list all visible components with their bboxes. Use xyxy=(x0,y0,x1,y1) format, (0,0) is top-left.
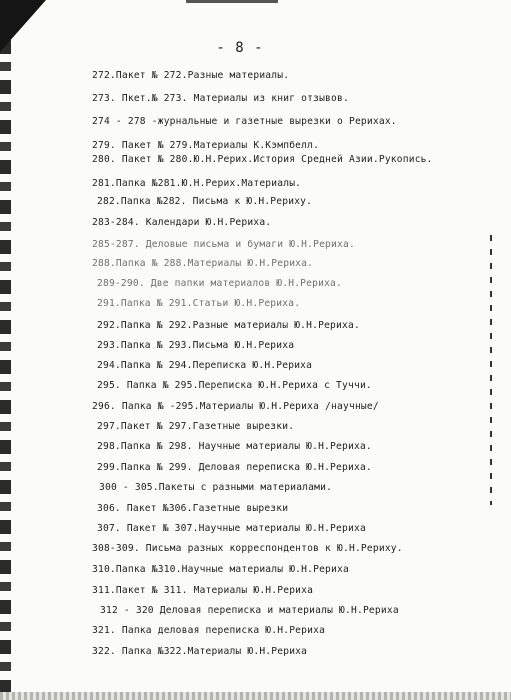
list-item: 280. Пакет № 280.Ю.Н.Рерих.История Средней Азии.Рукопись. xyxy=(92,154,433,165)
list-item: 285-287. Деловые письма и бумаги Ю.Н.Рериха. xyxy=(92,239,355,250)
list-item: 297.Пакет № 297.Газетные вырезки. xyxy=(97,421,295,432)
list-item: 312 - 320 Деловая переписка и материалы Ю.Н.Рериха xyxy=(100,605,399,616)
list-item: 288.Папка № 288.Материалы Ю.Н.Рериха. xyxy=(92,258,314,269)
list-item: 283-284. Календари Ю.Н.Рериха. xyxy=(92,217,272,228)
list-item: 310.Папка №310.Научные материалы Ю.Н.Рериха xyxy=(92,564,349,575)
list-item: 281.Папка №281.Ю.Н.Рерих.Материалы. xyxy=(92,178,302,189)
list-item: 272.Пакет № 272.Разные материалы. xyxy=(92,70,290,81)
scan-bottom-edge xyxy=(0,692,511,700)
list-item: 306. Пакет №306.Газетные вырезки xyxy=(97,503,289,514)
list-item: 296. Папка № -295.Материалы Ю.Н.Рериха /научные/ xyxy=(92,401,379,412)
list-item: 307. Пакет № 307.Научные материалы Ю.Н.Рериха xyxy=(97,523,366,534)
page-number: - 8 - xyxy=(216,40,264,56)
list-item: 282.Папка №282. Письма к Ю.Н.Рериху. xyxy=(97,196,313,207)
list-item: 293.Папка № 293.Письма Ю.Н.Рериха xyxy=(97,340,295,351)
list-item: 274 - 278 -журнальные и газетные вырезки о Рерихах. xyxy=(92,116,397,127)
list-item: 311.Пакет № 311. Материалы Ю.Н.Рериха xyxy=(92,585,314,596)
list-item: 289-290. Две папки материалов Ю.Н.Рериха. xyxy=(97,278,343,289)
scan-right-mark xyxy=(490,235,492,505)
list-item: 294.Папка № 294.Переписка Ю.Н.Рериха xyxy=(97,360,313,371)
list-item: 291.Папка № 291.Статьи Ю.Н.Рериха. xyxy=(97,298,301,309)
list-item: 322. Папка №322.Материалы Ю.Н.Рериха xyxy=(92,646,308,657)
list-item: 273. Пкет.№ 273. Материалы из книг отзывов. xyxy=(92,93,349,104)
list-item: 295. Папка № 295.Переписка Ю.Н.Рериха с Туччи. xyxy=(97,380,372,391)
list-item: 308-309. Письма разных корреспондентов к Ю.Н.Рериху. xyxy=(92,543,403,554)
scan-corner-shadow xyxy=(0,0,46,52)
scan-top-mark xyxy=(186,0,278,3)
list-item: 279. Пакет № 279.Материалы К.Кэмпбелл. xyxy=(92,140,320,151)
scan-edge-left xyxy=(0,0,11,700)
list-item: 321. Папка деловая переписка Ю.Н.Рериха xyxy=(92,625,326,636)
list-item: 292.Папка № 292.Разные материалы Ю.Н.Рериха. xyxy=(97,320,360,331)
list-item: 300 - 305.Пакеты с разными материалами. xyxy=(99,482,333,493)
list-item: 298.Папка № 298. Научные материалы Ю.Н.Рериха. xyxy=(97,441,372,452)
list-item: 299.Папка № 299. Деловая переписка Ю.Н.Рериха. xyxy=(97,462,372,473)
